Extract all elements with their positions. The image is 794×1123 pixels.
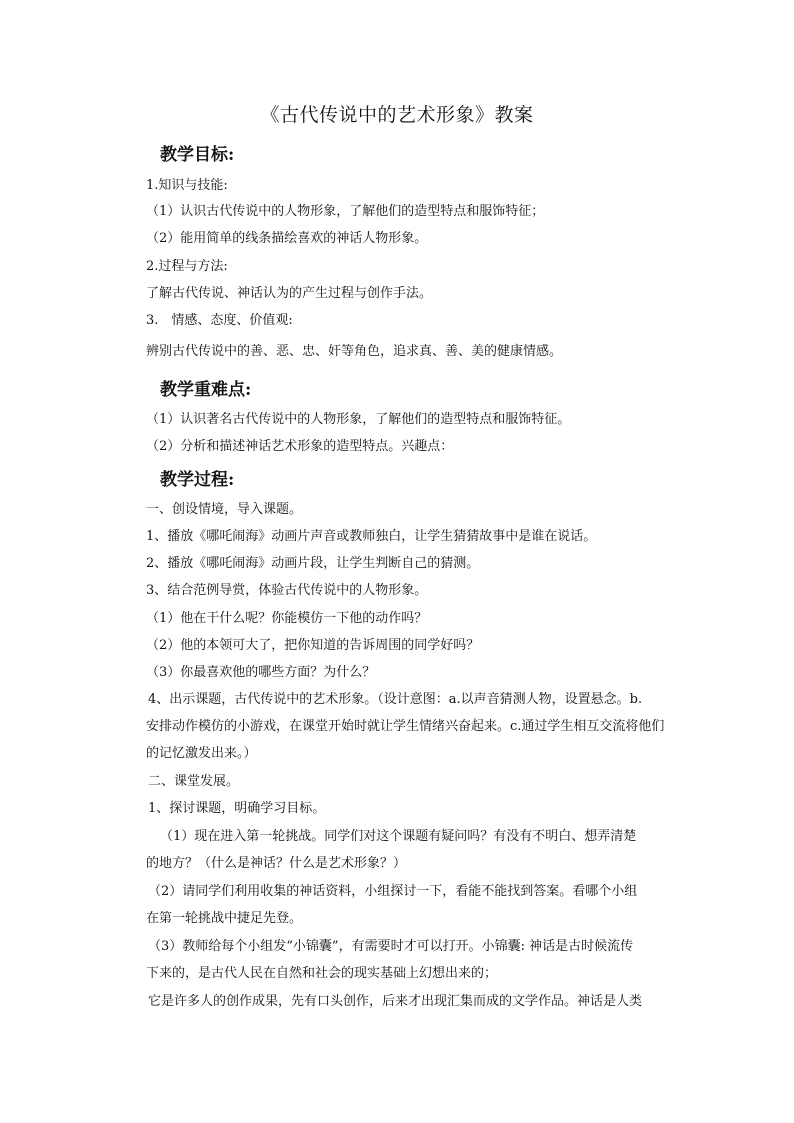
paragraph: （2）分析和描述神话艺术形象的造型特点。兴趣点： bbox=[146, 439, 454, 454]
paragraph: 辨别古代传说中的善、恶、忠、奸等角色，追求真、善、美的健康情感。 bbox=[146, 344, 563, 359]
paragraph: （1）认识著名古代传说中的人物形象，了解他们的造型特点和服饰特征。 bbox=[146, 412, 571, 427]
paragraph: （1）现在进入第一轮挑战。同学们对这个课题有疑问吗？有没有不明白、想弄清楚 bbox=[160, 829, 637, 844]
paragraph: 的地方？（什么是神话？什么是艺术形象？） bbox=[146, 856, 407, 871]
section-heading-process: 教学过程: bbox=[160, 470, 235, 490]
paragraph: 的记忆激发出来。） bbox=[146, 746, 257, 761]
paragraph: 3、结合范例导赏，体验古代传说中的人物形象。 bbox=[146, 583, 428, 598]
paragraph: 1、播放《哪吒闹海》动画片声音或教师独白，让学生猜猜故事中是谁在说话。 bbox=[146, 529, 597, 544]
paragraph: 1、探讨课题，明确学习目标。 bbox=[148, 801, 326, 816]
section-heading-key-points: 教学重难点: bbox=[160, 380, 252, 400]
paragraph: 一、创设情境，导入课题。 bbox=[146, 502, 303, 517]
paragraph: （1）他在干什么呢？你能模仿一下他的动作吗？ bbox=[146, 611, 428, 626]
paragraph: （2）能用简单的线条描绘喜欢的神话人物形象。 bbox=[146, 231, 428, 246]
document-title: 《古代传说中的艺术形象》教案 bbox=[260, 104, 534, 126]
paragraph: （3）教师给每个小组发“小锦囊”，有需要时才可以打开。小锦囊: 神话是古时候流传 bbox=[148, 939, 634, 954]
paragraph: 1.知识与技能: bbox=[146, 178, 228, 193]
paragraph: 在第一轮挑战中捷足先登。 bbox=[146, 911, 303, 926]
paragraph: （2）请同学们利用收集的神话资料，小组探讨一下，看能不能找到答案。看哪个小组 bbox=[148, 884, 638, 899]
paragraph: 4、出示课题，古代传说中的艺术形象。（设计意图：a.以声音猜测人物，设置悬念。b. bbox=[148, 692, 643, 707]
paragraph: 3. 情感、态度、价值观: bbox=[146, 313, 293, 328]
paragraph: （1）认识古代传说中的人物形象，了解他们的造型特点和服饰特征； bbox=[146, 204, 545, 219]
paragraph: 下来的，是古代人民在自然和社会的现实基础上幻想出来的； bbox=[146, 966, 498, 981]
paragraph: （3）你最喜欢他的哪些方面？为什么？ bbox=[146, 665, 376, 680]
paragraph: 2、播放《哪吒闹海》动画片段，让学生判断自己的猜测。 bbox=[146, 556, 480, 571]
paragraph: 二、课堂发展。 bbox=[148, 774, 240, 789]
paragraph: 安排动作模仿的小游戏，在课堂开始时就让学生情绪兴奋起来。c.通过学生相互交流将他们 bbox=[146, 719, 665, 734]
paragraph: 它是许多人的创作成果，先有口头创作，后来才出现汇集而成的文学作品。神话是人类 bbox=[148, 994, 643, 1009]
paragraph: 2.过程与方法: bbox=[146, 259, 228, 274]
section-heading-goals: 教学目标: bbox=[160, 145, 235, 165]
paragraph: （2）他的本领可大了，把你知道的告诉周围的同学好吗？ bbox=[146, 638, 480, 653]
paragraph: 了解古代传说、神话认为的产生过程与创作手法。 bbox=[146, 286, 433, 301]
